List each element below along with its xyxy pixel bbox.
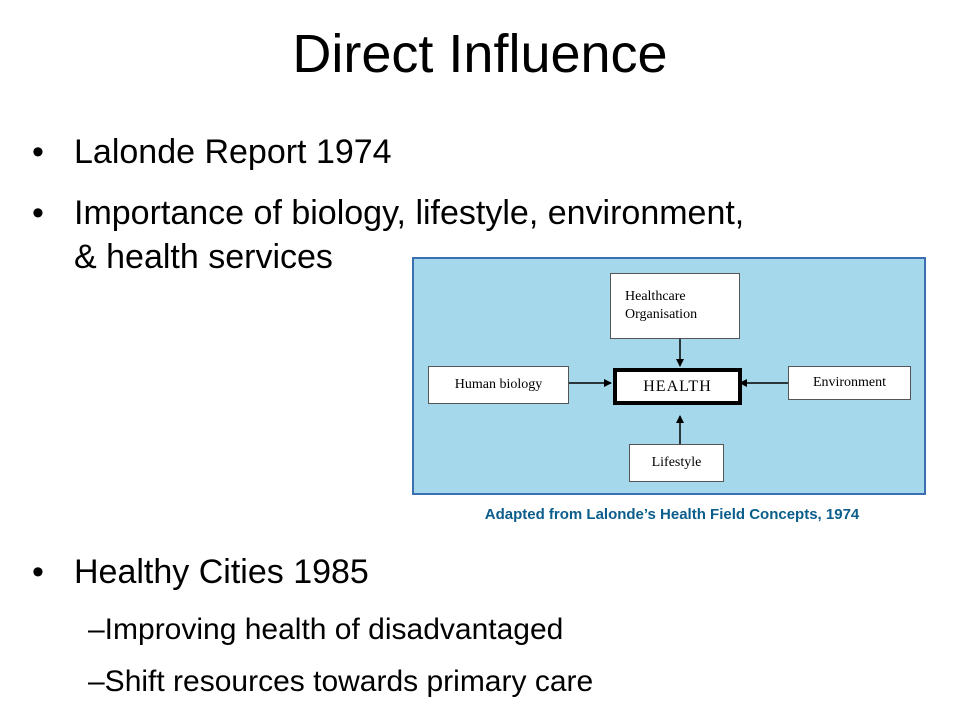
health-field-diagram <box>412 257 926 495</box>
environment-label: Environment <box>812 375 887 390</box>
healthcare-organisation-box <box>610 273 740 339</box>
health-label: HEALTH <box>643 377 712 395</box>
environment-box <box>788 366 911 400</box>
bullet-text: Lalonde Report 1974 <box>74 133 392 171</box>
slide-title: Direct Influence <box>292 24 668 84</box>
bullet-marker: • <box>32 553 44 591</box>
bullet-marker: • <box>32 194 44 232</box>
human-biology-label: Human biology <box>454 377 543 392</box>
bullet-text-line2: & health services <box>74 238 333 276</box>
subbullet-shift-resources: –Shift resources towards primary care <box>88 665 594 698</box>
bullet-marker: • <box>32 133 44 171</box>
subbullet-improving-health: –Improving health of disadvantaged <box>88 613 564 646</box>
healthcare-label-line2: Organisation <box>625 307 698 322</box>
diagram-caption: Adapted from Lalonde’s Health Field Concepts, 1974 <box>484 506 860 523</box>
human-biology-box <box>428 366 569 404</box>
lifestyle-label: Lifestyle <box>651 455 702 470</box>
bullet-text-line1: Importance of biology, lifestyle, environment, <box>74 194 745 232</box>
health-box <box>613 368 742 405</box>
healthcare-label-line1: Healthcare <box>625 289 686 304</box>
lifestyle-box <box>629 444 724 482</box>
bullet-text: Healthy Cities 1985 <box>74 553 369 591</box>
